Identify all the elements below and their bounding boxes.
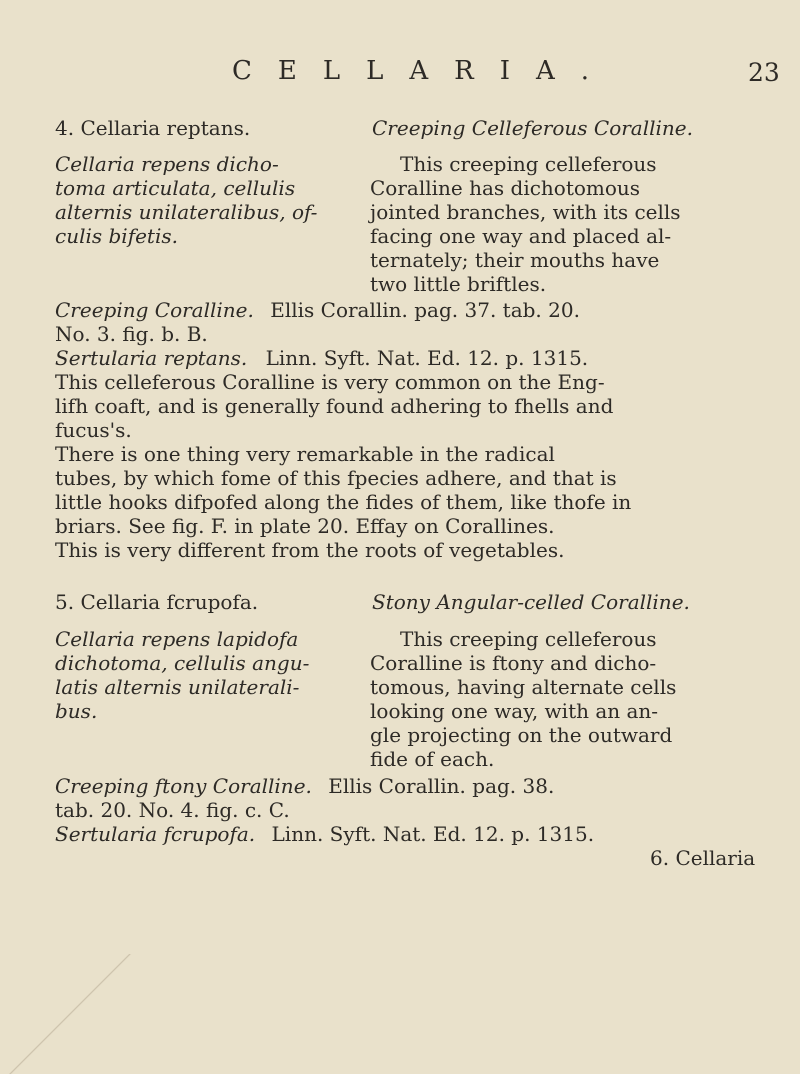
latin-line: culis bifetis. xyxy=(55,224,178,248)
entry5-reference-linn xyxy=(55,822,755,846)
english-line: jointed branches, with its cells xyxy=(370,200,681,224)
english-line: fide of each. xyxy=(370,747,495,771)
ref-title: Sertularia fcrupofa. xyxy=(55,822,256,846)
entry5-reference-ellis xyxy=(55,774,755,798)
entry5-heading-left: 5. Cellaria fcrupofa. xyxy=(55,590,259,614)
ref-title: Sertularia reptans. xyxy=(55,346,248,370)
entry4-english-description xyxy=(370,152,770,296)
latin-line: alternis unilateralibus, of- xyxy=(55,200,318,224)
running-title: CELLARIA. xyxy=(232,56,616,86)
entry5-english-description xyxy=(370,627,770,771)
ref-title: Creeping ftony Coralline. xyxy=(55,774,312,798)
latin-line: dichotoma, cellulis angu- xyxy=(55,651,310,675)
para-line: little hooks difpofed along the fides of them, like thofe in xyxy=(55,490,632,514)
page-crease xyxy=(0,954,140,1074)
para-line: There is one thing very remarkable in the radical xyxy=(55,442,555,466)
entry4-paragraph-1 xyxy=(55,370,755,442)
ref-citation: Ellis Corallin. pag. 37. tab. 20. xyxy=(270,298,580,322)
ref-citation: Ellis Corallin. pag. 38. xyxy=(328,774,555,798)
latin-line: bus. xyxy=(55,699,98,723)
english-line: two little briftles. xyxy=(370,272,547,296)
english-line: looking one way, with an an- xyxy=(370,699,659,723)
english-line: Coralline has dichotomous xyxy=(370,176,641,200)
entry4-heading-right: Creeping Celleferous Coralline. xyxy=(372,116,693,140)
entry4-reference-ellis-cont: No. 3. fig. b. B. xyxy=(55,322,208,346)
english-line: tomous, having alternate cells xyxy=(370,675,677,699)
para-line: tubes, by which fome of this fpecies adhere, and that is xyxy=(55,466,617,490)
entry4-paragraph-2 xyxy=(55,442,755,562)
entry5-reference-ellis-cont: tab. 20. No. 4. fig. c. C. xyxy=(55,798,290,822)
para-line: lifh coaft, and is generally found adhering to fhells and xyxy=(55,394,614,418)
ref-title: Creeping Coralline. xyxy=(55,298,254,322)
entry4-heading-left: 4. Cellaria reptans. xyxy=(55,116,251,140)
english-line: ternately; their mouths have xyxy=(370,248,660,272)
para-line: briars. See fig. F. in plate 20. Effay on Corallines. xyxy=(55,514,555,538)
latin-line: latis alternis unilaterali- xyxy=(55,675,300,699)
latin-line: Cellaria repens lapidofa xyxy=(55,627,299,651)
entry5-latin-diagnosis xyxy=(55,627,355,723)
para-line: This is very different from the roots of vegetables. xyxy=(55,538,565,562)
entry4-reference-linn xyxy=(55,346,755,370)
entry5-heading-right: Stony Angular-celled Coralline. xyxy=(372,590,690,614)
english-line: This creeping celleferous xyxy=(400,152,657,176)
english-line: This creeping celleferous xyxy=(400,627,657,651)
page-number: 23 xyxy=(748,58,780,87)
entry4-reference-ellis xyxy=(55,298,755,322)
para-line: This celleferous Coralline is very common on the Eng- xyxy=(55,370,605,394)
entry4-latin-diagnosis xyxy=(55,152,355,248)
ref-citation: Linn. Syft. Nat. Ed. 12. p. 1315. xyxy=(265,346,589,370)
catchword: 6. Cellaria xyxy=(650,846,756,870)
para-line: fucus's. xyxy=(55,418,132,442)
latin-line: Cellaria repens dicho- xyxy=(55,152,279,176)
english-line: Coralline is ftony and dicho- xyxy=(370,651,657,675)
running-header xyxy=(0,56,800,96)
latin-line: toma articulata, cellulis xyxy=(55,176,296,200)
english-line: facing one way and placed al- xyxy=(370,224,672,248)
english-line: gle projecting on the outward xyxy=(370,723,673,747)
ref-citation: Linn. Syft. Nat. Ed. 12. p. 1315. xyxy=(271,822,595,846)
